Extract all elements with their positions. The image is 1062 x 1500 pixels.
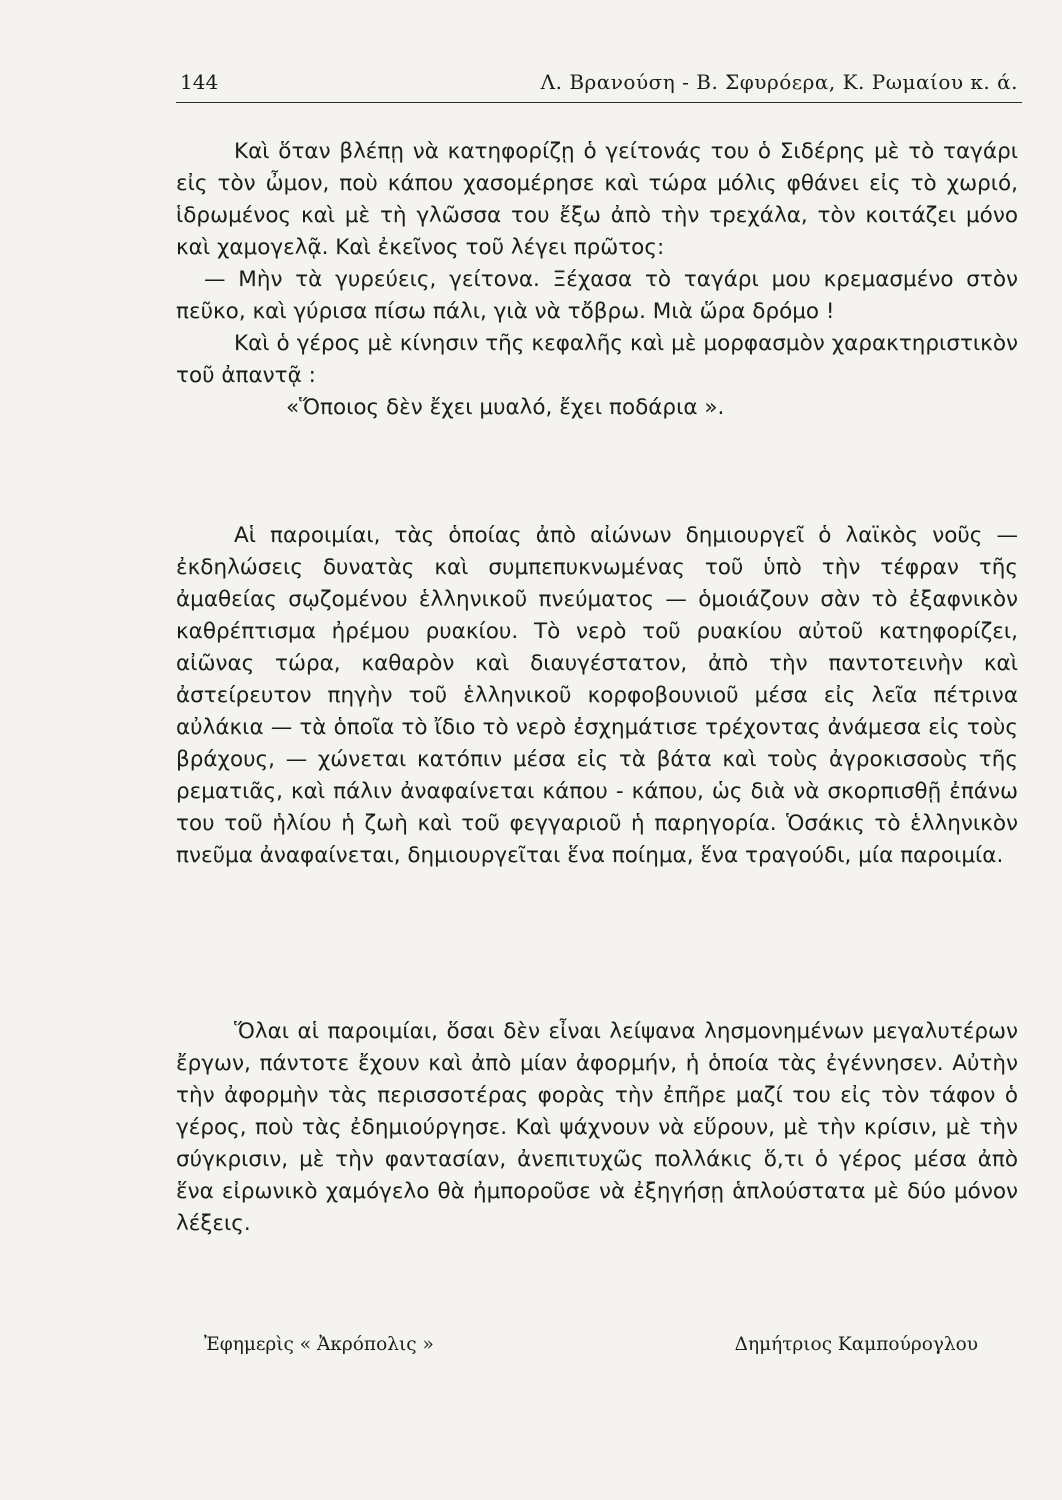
source-citation: Ἐφημερὶς « Ἀκρόπολις » (204, 1334, 434, 1355)
attribution (176, 1334, 1018, 1368)
dialogue-line: — Μὴν τὰ γυρεύεις, γείτονα. Ξέχασα τὸ ταγάρι μου κρεμασμένο στὸν πεῦκο, καὶ γύρισα πίσω πάλι, γιὰ νὰ τὄβρω. Μιὰ ὥρα δρόμο ! (176, 267, 1018, 324)
paragraph: Αἱ παροιμίαι, τὰς ὁποίας ἀπὸ αἰώνων δημιουργεῖ ὁ λαϊκὸς νοῦς — ἐκδηλώσεις δυνατὰς καὶ συμπεπυκνωμένας τοῦ ὑπὸ τὴν τέφραν τῆς ἀμαθείας σῳζομένου ἑλληνικοῦ πνεύματος — ὁμοιάζουν σὰν τὸ ἐξαφνικὸν καθρέπτισμα ἠρέμου ρυακίου. Τὸ νερὸ τοῦ ρυακίου αὐτοῦ κατηφορίζει, αἰῶνας τώρα, καθαρὸν καὶ διαυγέστατον, ἀπὸ τὴν παντοτεινὴν καὶ ἀστείρευτον πηγὴν τοῦ ἑλληνικοῦ κορφοβουνιοῦ μέσα εἰς λεῖα πέτρινα αὐλάκια — τὰ ὁποῖα τὸ ἴδιο τὸ νερὸ ἐσχημάτισε τρέχοντας ἀνάμεσα εἰς τοὺς βράχους, — χώνεται κατόπιν μέσα εἰς τὰ βάτα καὶ τοὺς ἀγροκισσοὺς τῆς ρεματιᾶς, καὶ πάλιν ἀναφαίνεται κάπου - κάπου, ὡς διὰ νὰ σκορπισθῇ ἐπάνω του τοῦ ἡλίου ἡ ζωὴ καὶ τοῦ φεγγαριοῦ ἡ παρηγορία. Ὁσάκις τὸ ἑλληνικὸν πνεῦμα ἀναφαίνεται, δημιουργεῖται ἕνα ποίημα, ἕνα τραγούδι, μία παροιμία. (176, 523, 1018, 868)
paragraph: Καὶ ὁ γέρος μὲ κίνησιν τῆς κεφαλῆς καὶ μὲ μορφασμὸν χαρακτηριστικὸν τοῦ ἀπαντᾷ : (176, 331, 1018, 388)
running-head: Λ. Βρανούση - Β. Σφυρόερα, Κ. Ρωμαίου κ. ά. (540, 70, 1018, 94)
paragraph: Καὶ ὅταν βλέπῃ νὰ κατηφορίζῃ ὁ γείτονάς του ὁ Σιδέρης μὲ τὸ ταγάρι εἰς τὸν ὦμον, ποὺ κάπου χασομέρησε καὶ τώρα μόλις φθάνει εἰς τὸ χωριό, ἱδρωμένος καὶ μὲ τὴ γλῶσσα του ἔξω ἀπὸ τὴν τρεχάλα, τὸν κοιτάζει μόνο καὶ χαμογελᾷ. Καὶ ἐκεῖνος τοῦ λέγει πρῶτος: (176, 139, 1018, 260)
page-number: 144 (180, 70, 219, 94)
text-block-anecdote (176, 136, 1018, 424)
paragraph: Ὅλαι αἱ παροιμίαι, ὅσαι δὲν εἶναι λείψανα λησμονημένων μεγαλυτέρων ἔργων, πάντοτε ἔχουν καὶ ἀπὸ μίαν ἀφορμήν, ἡ ὁποία τὰς ἐγέννησεν. Αὐτὴν τὴν ἀφορμὴν τὰς περισσοτέρας φορὰς τὴν ἐπῆρε μαζί του εἰς τὸν τάφον ὁ γέρος, ποὺ τὰς ἐδημιούργησε. Καὶ ψάχνουν νὰ εὕρουν, μὲ τὴν κρίσιν, μὲ τὴν σύγκρισιν, μὲ τὴν φαντασίαν, ἀνεπιτυχῶς πολλάκις ὅ,τι ὁ γέρος μέσα ἀπὸ ἕνα εἰρωνικὸ χαμόγελο θὰ ἠμποροῦσε νὰ ἐξηγήσῃ ἁπλούστατα μὲ δύο μόνον λέξεις. (176, 1019, 1018, 1236)
page-header (176, 62, 1022, 103)
text-block-proverbs (176, 520, 1018, 872)
proverb-quote: «Ὅποιος δὲν ἔχει μυαλό, ἔχει ποδάρια ». (286, 395, 725, 420)
text-block-origins (176, 1016, 1018, 1240)
author-name: Δημήτριος Καμπούρογλου (734, 1334, 978, 1355)
